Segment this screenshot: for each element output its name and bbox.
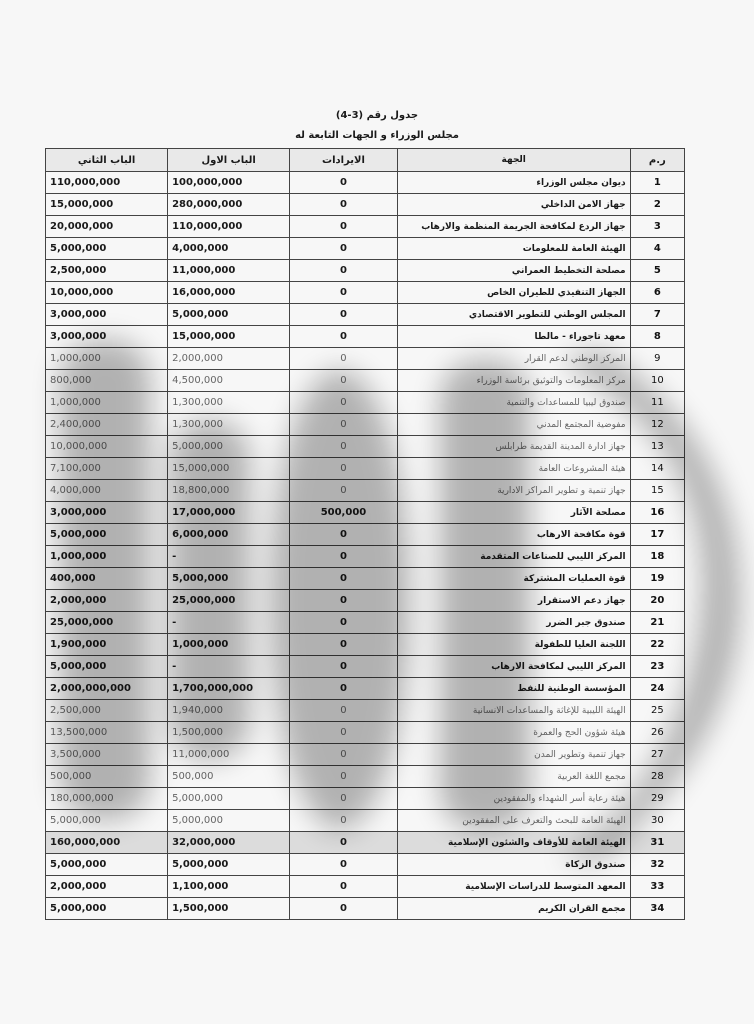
row-num-cell: 23 [630,656,684,678]
row-chapter1-cell: 17,000,000 [168,502,290,524]
row-revenues-cell: 0 [290,414,398,436]
row-revenues-cell: 0 [290,656,398,678]
row-revenues-cell: 0 [290,700,398,722]
row-entity-cell: المؤسسة الوطنية للنفط [397,678,630,700]
row-chapter1-cell: - [168,656,290,678]
row-revenues-cell: 0 [290,898,398,920]
row-chapter2-cell: 20,000,000 [46,216,168,238]
row-revenues-cell: 0 [290,744,398,766]
row-num-cell: 4 [630,238,684,260]
row-chapter2-cell: 1,000,000 [46,546,168,568]
row-chapter2-cell: 10,000,000 [46,282,168,304]
row-revenues-cell: 0 [290,876,398,898]
table-row [46,304,685,326]
table-row [46,810,685,832]
row-chapter2-cell: 180,000,000 [46,788,168,810]
row-chapter2-cell: 25,000,000 [46,612,168,634]
row-revenues-cell: 0 [290,194,398,216]
row-num-cell: 22 [630,634,684,656]
row-num-cell: 7 [630,304,684,326]
row-chapter2-cell: 15,000,000 [46,194,168,216]
table-row [46,744,685,766]
row-chapter1-cell: 15,000,000 [168,458,290,480]
row-chapter1-cell: 18,800,000 [168,480,290,502]
row-entity-cell: المعهد المتوسط للدراسات الإسلامية [397,876,630,898]
row-revenues-cell: 0 [290,326,398,348]
row-entity-cell: مجمع القران الكريم [397,898,630,920]
row-num-cell: 16 [630,502,684,524]
row-entity-cell: مركز المعلومات والتوثيق برئاسة الوزراء [397,370,630,392]
row-entity-cell: ديوان مجلس الوزراء [397,172,630,194]
row-revenues-cell: 0 [290,546,398,568]
row-revenues-cell: 0 [290,678,398,700]
row-chapter2-cell: 110,000,000 [46,172,168,194]
row-chapter1-cell: - [168,612,290,634]
table-row [46,436,685,458]
row-chapter1-cell: 2,000,000 [168,348,290,370]
row-chapter2-cell: 160,000,000 [46,832,168,854]
row-entity-cell: المجلس الوطني للتطوير الاقتصادي [397,304,630,326]
table-row [46,656,685,678]
row-num-cell: 18 [630,546,684,568]
row-chapter1-cell: 5,000,000 [168,854,290,876]
table-row [46,678,685,700]
header-num: ر.م [630,149,684,172]
row-chapter1-cell: 1,000,000 [168,634,290,656]
row-chapter2-cell: 3,000,000 [46,304,168,326]
table-row [46,568,685,590]
row-chapter1-cell: 25,000,000 [168,590,290,612]
row-chapter1-cell: 280,000,000 [168,194,290,216]
table-caption: جدول رقم (3-4) [335,110,419,121]
row-num-cell: 34 [630,898,684,920]
row-revenues-cell: 0 [290,480,398,502]
row-revenues-cell: 0 [290,458,398,480]
table-row [46,612,685,634]
row-entity-cell: الجهاز التنفيذي للطيران الخاص [397,282,630,304]
table-row [46,700,685,722]
row-entity-cell: مجمع اللغة العربية [397,766,630,788]
row-num-cell: 1 [630,172,684,194]
row-entity-cell: صندوق الزكاة [397,854,630,876]
row-chapter1-cell: 5,000,000 [168,810,290,832]
row-chapter2-cell: 3,000,000 [46,502,168,524]
row-entity-cell: معهد تاجوراء - مالطا [397,326,630,348]
row-chapter2-cell: 7,100,000 [46,458,168,480]
row-num-cell: 13 [630,436,684,458]
table-row [46,172,685,194]
row-chapter1-cell: 110,000,000 [168,216,290,238]
table-row [46,832,685,854]
table-row [46,854,685,876]
row-chapter1-cell: 5,000,000 [168,568,290,590]
row-chapter1-cell: 1,300,000 [168,414,290,436]
header-chapter1: الباب الاول [168,149,290,172]
row-entity-cell: جهاز الردع لمكافحة الجريمة المنظمة والارهاب [397,216,630,238]
row-num-cell: 27 [630,744,684,766]
row-chapter1-cell: 1,500,000 [168,898,290,920]
row-num-cell: 17 [630,524,684,546]
row-chapter1-cell: 6,000,000 [168,524,290,546]
row-num-cell: 24 [630,678,684,700]
row-chapter1-cell: 4,500,000 [168,370,290,392]
row-revenues-cell: 0 [290,260,398,282]
row-chapter1-cell: 11,000,000 [168,260,290,282]
row-entity-cell: مصلحة الآثار [397,502,630,524]
row-chapter2-cell: 2,000,000,000 [46,678,168,700]
row-num-cell: 2 [630,194,684,216]
row-chapter1-cell: - [168,546,290,568]
row-revenues-cell: 0 [290,238,398,260]
row-entity-cell: المركز الليبي لمكافحة الارهاب [397,656,630,678]
row-chapter1-cell: 5,000,000 [168,436,290,458]
row-chapter1-cell: 500,000 [168,766,290,788]
row-chapter1-cell: 5,000,000 [168,304,290,326]
table-row [46,370,685,392]
row-revenues-cell: 0 [290,304,398,326]
row-entity-cell: هيئة المشروعات العامة [397,458,630,480]
row-chapter1-cell: 1,940,000 [168,700,290,722]
row-revenues-cell: 0 [290,832,398,854]
row-entity-cell: مصلحة التخطيط العمراني [397,260,630,282]
table-row [46,502,685,524]
row-entity-cell: صندوق جبر الضرر [397,612,630,634]
row-revenues-cell: 0 [290,172,398,194]
header-chapter2: الباب الثاني [46,149,168,172]
row-entity-cell: جهاز الامن الداخلي [397,194,630,216]
row-num-cell: 19 [630,568,684,590]
row-chapter2-cell: 800,000 [46,370,168,392]
row-chapter2-cell: 1,000,000 [46,348,168,370]
table-row [46,348,685,370]
row-chapter2-cell: 1,900,000 [46,634,168,656]
row-revenues-cell: 0 [290,282,398,304]
table-row [46,260,685,282]
row-chapter2-cell: 5,000,000 [46,656,168,678]
header-revenues: الايرادات [290,149,398,172]
row-num-cell: 25 [630,700,684,722]
table-row [46,898,685,920]
row-chapter1-cell: 4,000,000 [168,238,290,260]
row-chapter1-cell: 5,000,000 [168,788,290,810]
row-chapter1-cell: 32,000,000 [168,832,290,854]
row-num-cell: 32 [630,854,684,876]
row-chapter2-cell: 5,000,000 [46,524,168,546]
table-row [46,546,685,568]
budget-table [45,148,685,920]
row-num-cell: 29 [630,788,684,810]
row-entity-cell: قوة مكافحة الارهاب [397,524,630,546]
row-chapter2-cell: 3,000,000 [46,326,168,348]
row-entity-cell: مفوضية المجتمع المدني [397,414,630,436]
table-row [46,788,685,810]
row-entity-cell: المركز الليبي للصناعات المتقدمة [397,546,630,568]
row-revenues-cell: 0 [290,524,398,546]
row-revenues-cell: 0 [290,788,398,810]
table-row [46,766,685,788]
row-num-cell: 3 [630,216,684,238]
table-row [46,634,685,656]
row-chapter2-cell: 3,500,000 [46,744,168,766]
row-entity-cell: المركز الوطني لدعم القرار [397,348,630,370]
row-revenues-cell: 0 [290,766,398,788]
table-row [46,326,685,348]
row-num-cell: 26 [630,722,684,744]
table-row [46,590,685,612]
row-chapter2-cell: 2,400,000 [46,414,168,436]
row-revenues-cell: 0 [290,436,398,458]
row-chapter1-cell: 1,300,000 [168,392,290,414]
row-entity-cell: جهاز تنمية وتطوير المدن [397,744,630,766]
table-row [46,216,685,238]
row-num-cell: 5 [630,260,684,282]
table-body [46,172,685,920]
row-revenues-cell: 0 [290,722,398,744]
row-chapter1-cell: 1,500,000 [168,722,290,744]
row-entity-cell: الهيئة العامة للبحث والتعرف على المفقودين [397,810,630,832]
header-entity: الجهة [397,149,630,172]
row-entity-cell: جهاز ادارة المدينة القديمة طرابلس [397,436,630,458]
row-num-cell: 14 [630,458,684,480]
table-row [46,194,685,216]
table-row [46,480,685,502]
row-chapter2-cell: 5,000,000 [46,898,168,920]
row-num-cell: 15 [630,480,684,502]
row-entity-cell: الهيئة العامة للأوقاف والشئون الإسلامية [397,832,630,854]
row-chapter1-cell: 100,000,000 [168,172,290,194]
row-revenues-cell: 0 [290,590,398,612]
row-entity-cell: جهاز تنمية و تطوير المراكز الادارية [397,480,630,502]
row-chapter1-cell: 11,000,000 [168,744,290,766]
row-revenues-cell: 500,000 [290,502,398,524]
table-row [46,238,685,260]
table-subtitle: مجلس الوزراء و الجهات التابعة له [295,130,459,141]
row-num-cell: 9 [630,348,684,370]
row-chapter2-cell: 5,000,000 [46,854,168,876]
row-revenues-cell: 0 [290,854,398,876]
row-num-cell: 33 [630,876,684,898]
table-row [46,414,685,436]
row-entity-cell: اللجنة العليا للطفولة [397,634,630,656]
row-revenues-cell: 0 [290,634,398,656]
row-chapter1-cell: 1,700,000,000 [168,678,290,700]
row-entity-cell: الهيئة الليبية للإغاثة والمساعدات الانسانية [397,700,630,722]
row-num-cell: 10 [630,370,684,392]
row-chapter2-cell: 10,000,000 [46,436,168,458]
row-chapter2-cell: 4,000,000 [46,480,168,502]
row-chapter1-cell: 15,000,000 [168,326,290,348]
row-entity-cell: قوة العمليات المشتركة [397,568,630,590]
row-chapter2-cell: 5,000,000 [46,810,168,832]
row-entity-cell: صندوق ليبيا للمساعدات والتنمية [397,392,630,414]
row-num-cell: 28 [630,766,684,788]
row-revenues-cell: 0 [290,810,398,832]
row-entity-cell: جهاز دعم الاستقرار [397,590,630,612]
table-row [46,876,685,898]
row-num-cell: 8 [630,326,684,348]
row-num-cell: 31 [630,832,684,854]
row-chapter2-cell: 500,000 [46,766,168,788]
table-row [46,282,685,304]
table-row [46,392,685,414]
row-chapter2-cell: 400,000 [46,568,168,590]
row-chapter2-cell: 2,500,000 [46,260,168,282]
row-entity-cell: هيئة رعاية أسر الشهداء والمفقودين [397,788,630,810]
table-row [46,458,685,480]
row-chapter2-cell: 2,000,000 [46,876,168,898]
row-num-cell: 20 [630,590,684,612]
row-num-cell: 21 [630,612,684,634]
row-num-cell: 30 [630,810,684,832]
row-entity-cell: هيئة شؤون الحج والعمرة [397,722,630,744]
row-chapter1-cell: 1,100,000 [168,876,290,898]
row-revenues-cell: 0 [290,370,398,392]
row-chapter1-cell: 16,000,000 [168,282,290,304]
row-revenues-cell: 0 [290,216,398,238]
row-chapter2-cell: 13,500,000 [46,722,168,744]
row-revenues-cell: 0 [290,568,398,590]
row-num-cell: 6 [630,282,684,304]
row-entity-cell: الهيئة العامة للمعلومات [397,238,630,260]
row-num-cell: 12 [630,414,684,436]
row-num-cell: 11 [630,392,684,414]
row-chapter2-cell: 2,000,000 [46,590,168,612]
row-chapter2-cell: 2,500,000 [46,700,168,722]
table-row [46,524,685,546]
row-revenues-cell: 0 [290,348,398,370]
table-row [46,722,685,744]
row-revenues-cell: 0 [290,612,398,634]
row-revenues-cell: 0 [290,392,398,414]
row-chapter2-cell: 5,000,000 [46,238,168,260]
row-chapter2-cell: 1,000,000 [46,392,168,414]
header-row [46,149,685,172]
